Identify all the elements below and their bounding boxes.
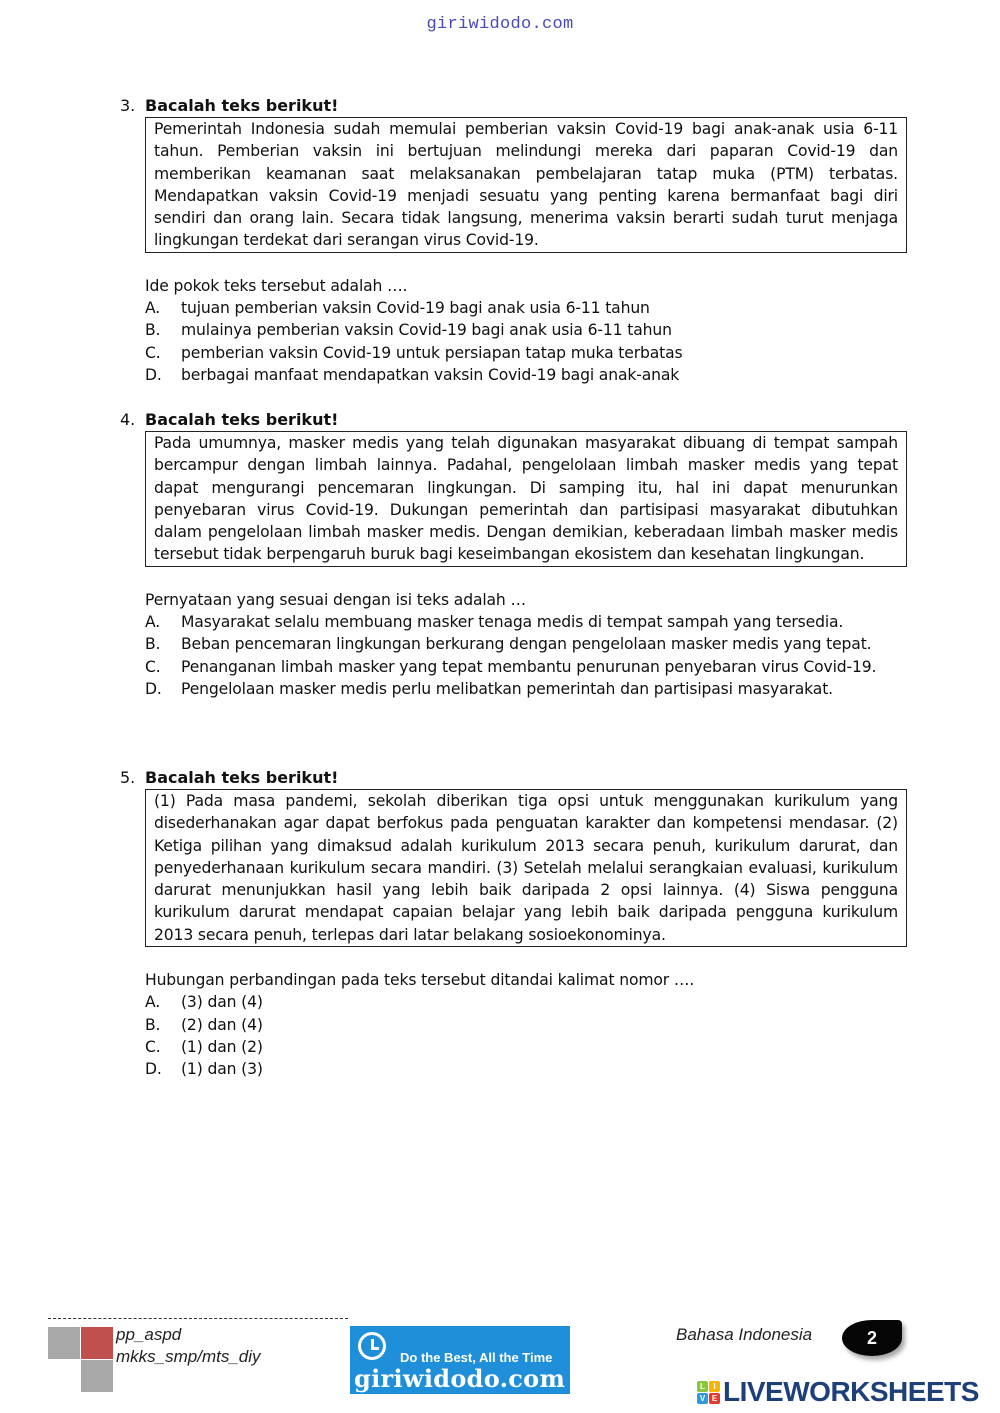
question-header <box>120 767 920 789</box>
option-text: (3) dan (4) <box>181 993 263 1012</box>
footer-divider <box>48 1318 348 1319</box>
option-a[interactable] <box>145 991 920 1013</box>
logo-cell: I <box>709 1381 720 1392</box>
logo-cell: L <box>697 1381 708 1392</box>
option-letter: D. <box>145 1060 162 1079</box>
option-letter: B. <box>145 635 161 654</box>
question-instruction: Bacalah teks berikut! <box>145 96 339 115</box>
option-a[interactable] <box>145 297 920 319</box>
reading-passage <box>145 789 907 947</box>
option-text: pemberian vaksin Covid-19 untuk persiapan tatap muka terbatas <box>181 343 683 362</box>
org-line-1: pp_aspd <box>116 1325 182 1344</box>
option-letter: D. <box>145 365 162 384</box>
option-letter: B. <box>145 321 161 340</box>
question-header <box>120 95 920 117</box>
option-text: tujuan pemberian vaksin Covid-19 bagi anak usia 6-11 tahun <box>181 299 650 318</box>
option-letter: C. <box>145 657 161 676</box>
option-text: (2) dan (4) <box>181 1015 263 1034</box>
passage-text: Pada umumnya, masker medis yang telah digunakan masyarakat dibuang di tempat sampah bercampur dengan limbah lainnya. Padahal, pengelolaan limbah masker medis yang tepat dapat mengurangi pencemaran lingkungan. Di samping itu, hal ini dapat menurunkan penyebaran virus Covid-19. Dukungan pemerintah dan partisipasi masyarakat dibutuhkan dalam pengelolaan limbah masker medis. Dengan demikian, keberadaan limbah masker medis tersebut tidak berpengaruh buruk bagi keseimbangan ekosistem dan kesehatan lingkungan. <box>154 434 898 564</box>
option-letter: B. <box>145 1015 161 1034</box>
logo-cell: V <box>697 1393 708 1404</box>
question-instruction: Bacalah teks berikut! <box>145 410 339 429</box>
reading-passage <box>145 431 907 567</box>
brand-banner <box>350 1326 570 1394</box>
question-header <box>120 409 920 431</box>
question-5 <box>120 767 920 1081</box>
live-grid-icon <box>697 1381 720 1404</box>
brand-name: giriwidodo.com <box>354 1364 566 1393</box>
option-b[interactable] <box>145 633 935 655</box>
brand-tagline: Do the Best, All the Time <box>400 1350 553 1365</box>
subject-label: Bahasa Indonesia <box>676 1325 813 1344</box>
option-text: Beban pencemaran lingkungan berkurang dengan pengelolaan masker medis yang tepat. <box>181 635 872 654</box>
option-letter: A. <box>145 993 161 1012</box>
option-b[interactable] <box>145 319 920 341</box>
option-d[interactable] <box>145 364 920 386</box>
alarm-clock-icon <box>358 1332 386 1360</box>
option-letter: C. <box>145 343 161 362</box>
question-4 <box>120 409 920 700</box>
option-letter: A. <box>145 613 161 632</box>
answer-options <box>145 297 920 386</box>
question-prompt: Ide pokok teks tersebut adalah …. <box>145 276 408 295</box>
option-letter: C. <box>145 1037 161 1056</box>
option-text: mulainya pemberian vaksin Covid-19 bagi anak usia 6-11 tahun <box>181 321 672 340</box>
option-c[interactable] <box>145 1036 920 1058</box>
option-text: Masyarakat selalu membuang masker tenaga medis di tempat sampah yang tersedia. <box>181 613 844 632</box>
reading-passage <box>145 117 907 253</box>
site-header: giriwidodo.com <box>426 15 574 34</box>
question-3 <box>120 95 920 386</box>
decor-square-grey <box>48 1327 80 1359</box>
org-line-2: mkks_smp/mts_diy <box>116 1347 261 1366</box>
logo-cell: E <box>709 1393 720 1404</box>
passage-text: Pemerintah Indonesia sudah memulai pemberian vaksin Covid-19 bagi anak-anak usia 6-11 tahun. Pemberian vaksin ini bertujuan melindungi mereka dari paparan Covid-19 dan memberikan keamanan saat melaksanakan pembelajaran tatap muka (PTM) terbatas. Mendapatkan vaksin Covid-19 menjadi sesuatu yang penting karena bermanfaat bagi diri sendiri dan orang lain. Secara tidak langsung, menerima vaksin berarti sudah turut menjaga lingkungan terdekat dari serangan virus Covid-19. <box>154 120 898 250</box>
decor-square-grey <box>81 1360 113 1392</box>
question-number: 5. <box>120 768 136 787</box>
option-text: (1) dan (2) <box>181 1037 263 1056</box>
option-text: Pengelolaan masker medis perlu melibatkan pemerintah dan partisipasi masyarakat. <box>181 679 833 698</box>
option-text: Penanganan limbah masker yang tepat membantu penurunan penyebaran virus Covid-19. <box>181 657 877 676</box>
passage-text: (1) Pada masa pandemi, sekolah diberikan tiga opsi untuk menggunakan kurikulum yang disederhanakan agar dapat berfokus pada penguatan karakter dan kompetensi mendasar. (2) Ketiga pilihan yang dimaksud adalah kurikulum 2013 secara penuh, kurikulum darurat, dan penyederhanaan kurikulum secara mandiri. (3) Setelah melalui serangkaian evaluasi, kurikulum darurat menunjukkan hasil yang lebih baik daripada 2 opsi lainnya. (4) Siswa pengguna kurikulum darurat mendapat capaian belajar yang lebih baik daripada pengguna kurikulum 2013 secara penuh, terlepas dari latar belakang sosioekonominya. <box>154 792 898 944</box>
answer-options <box>145 611 935 700</box>
option-c[interactable] <box>145 656 935 678</box>
option-a[interactable] <box>145 611 935 633</box>
question-number: 4. <box>120 410 136 429</box>
question-prompt: Pernyataan yang sesuai dengan isi teks adalah … <box>145 590 526 609</box>
question-instruction: Bacalah teks berikut! <box>145 768 339 787</box>
option-d[interactable] <box>145 1058 920 1080</box>
option-b[interactable] <box>145 1014 920 1036</box>
answer-options <box>145 991 920 1080</box>
liveworksheets-logo[interactable] <box>697 1378 979 1406</box>
liveworksheets-wordmark: LIVEWORKSHEETS <box>723 1376 979 1407</box>
question-number: 3. <box>120 96 136 115</box>
decor-square-red <box>81 1327 113 1359</box>
option-letter: D. <box>145 679 162 698</box>
footer-organization <box>116 1324 261 1368</box>
option-letter: A. <box>145 299 161 318</box>
option-text: (1) dan (3) <box>181 1060 263 1079</box>
option-text: berbagai manfaat mendapatkan vaksin Covid-19 bagi anak-anak <box>181 365 680 384</box>
question-prompt: Hubungan perbandingan pada teks tersebut ditandai kalimat nomor …. <box>145 971 695 990</box>
option-c[interactable] <box>145 342 920 364</box>
page-number-badge: 2 <box>842 1320 902 1356</box>
option-d[interactable] <box>145 678 935 700</box>
